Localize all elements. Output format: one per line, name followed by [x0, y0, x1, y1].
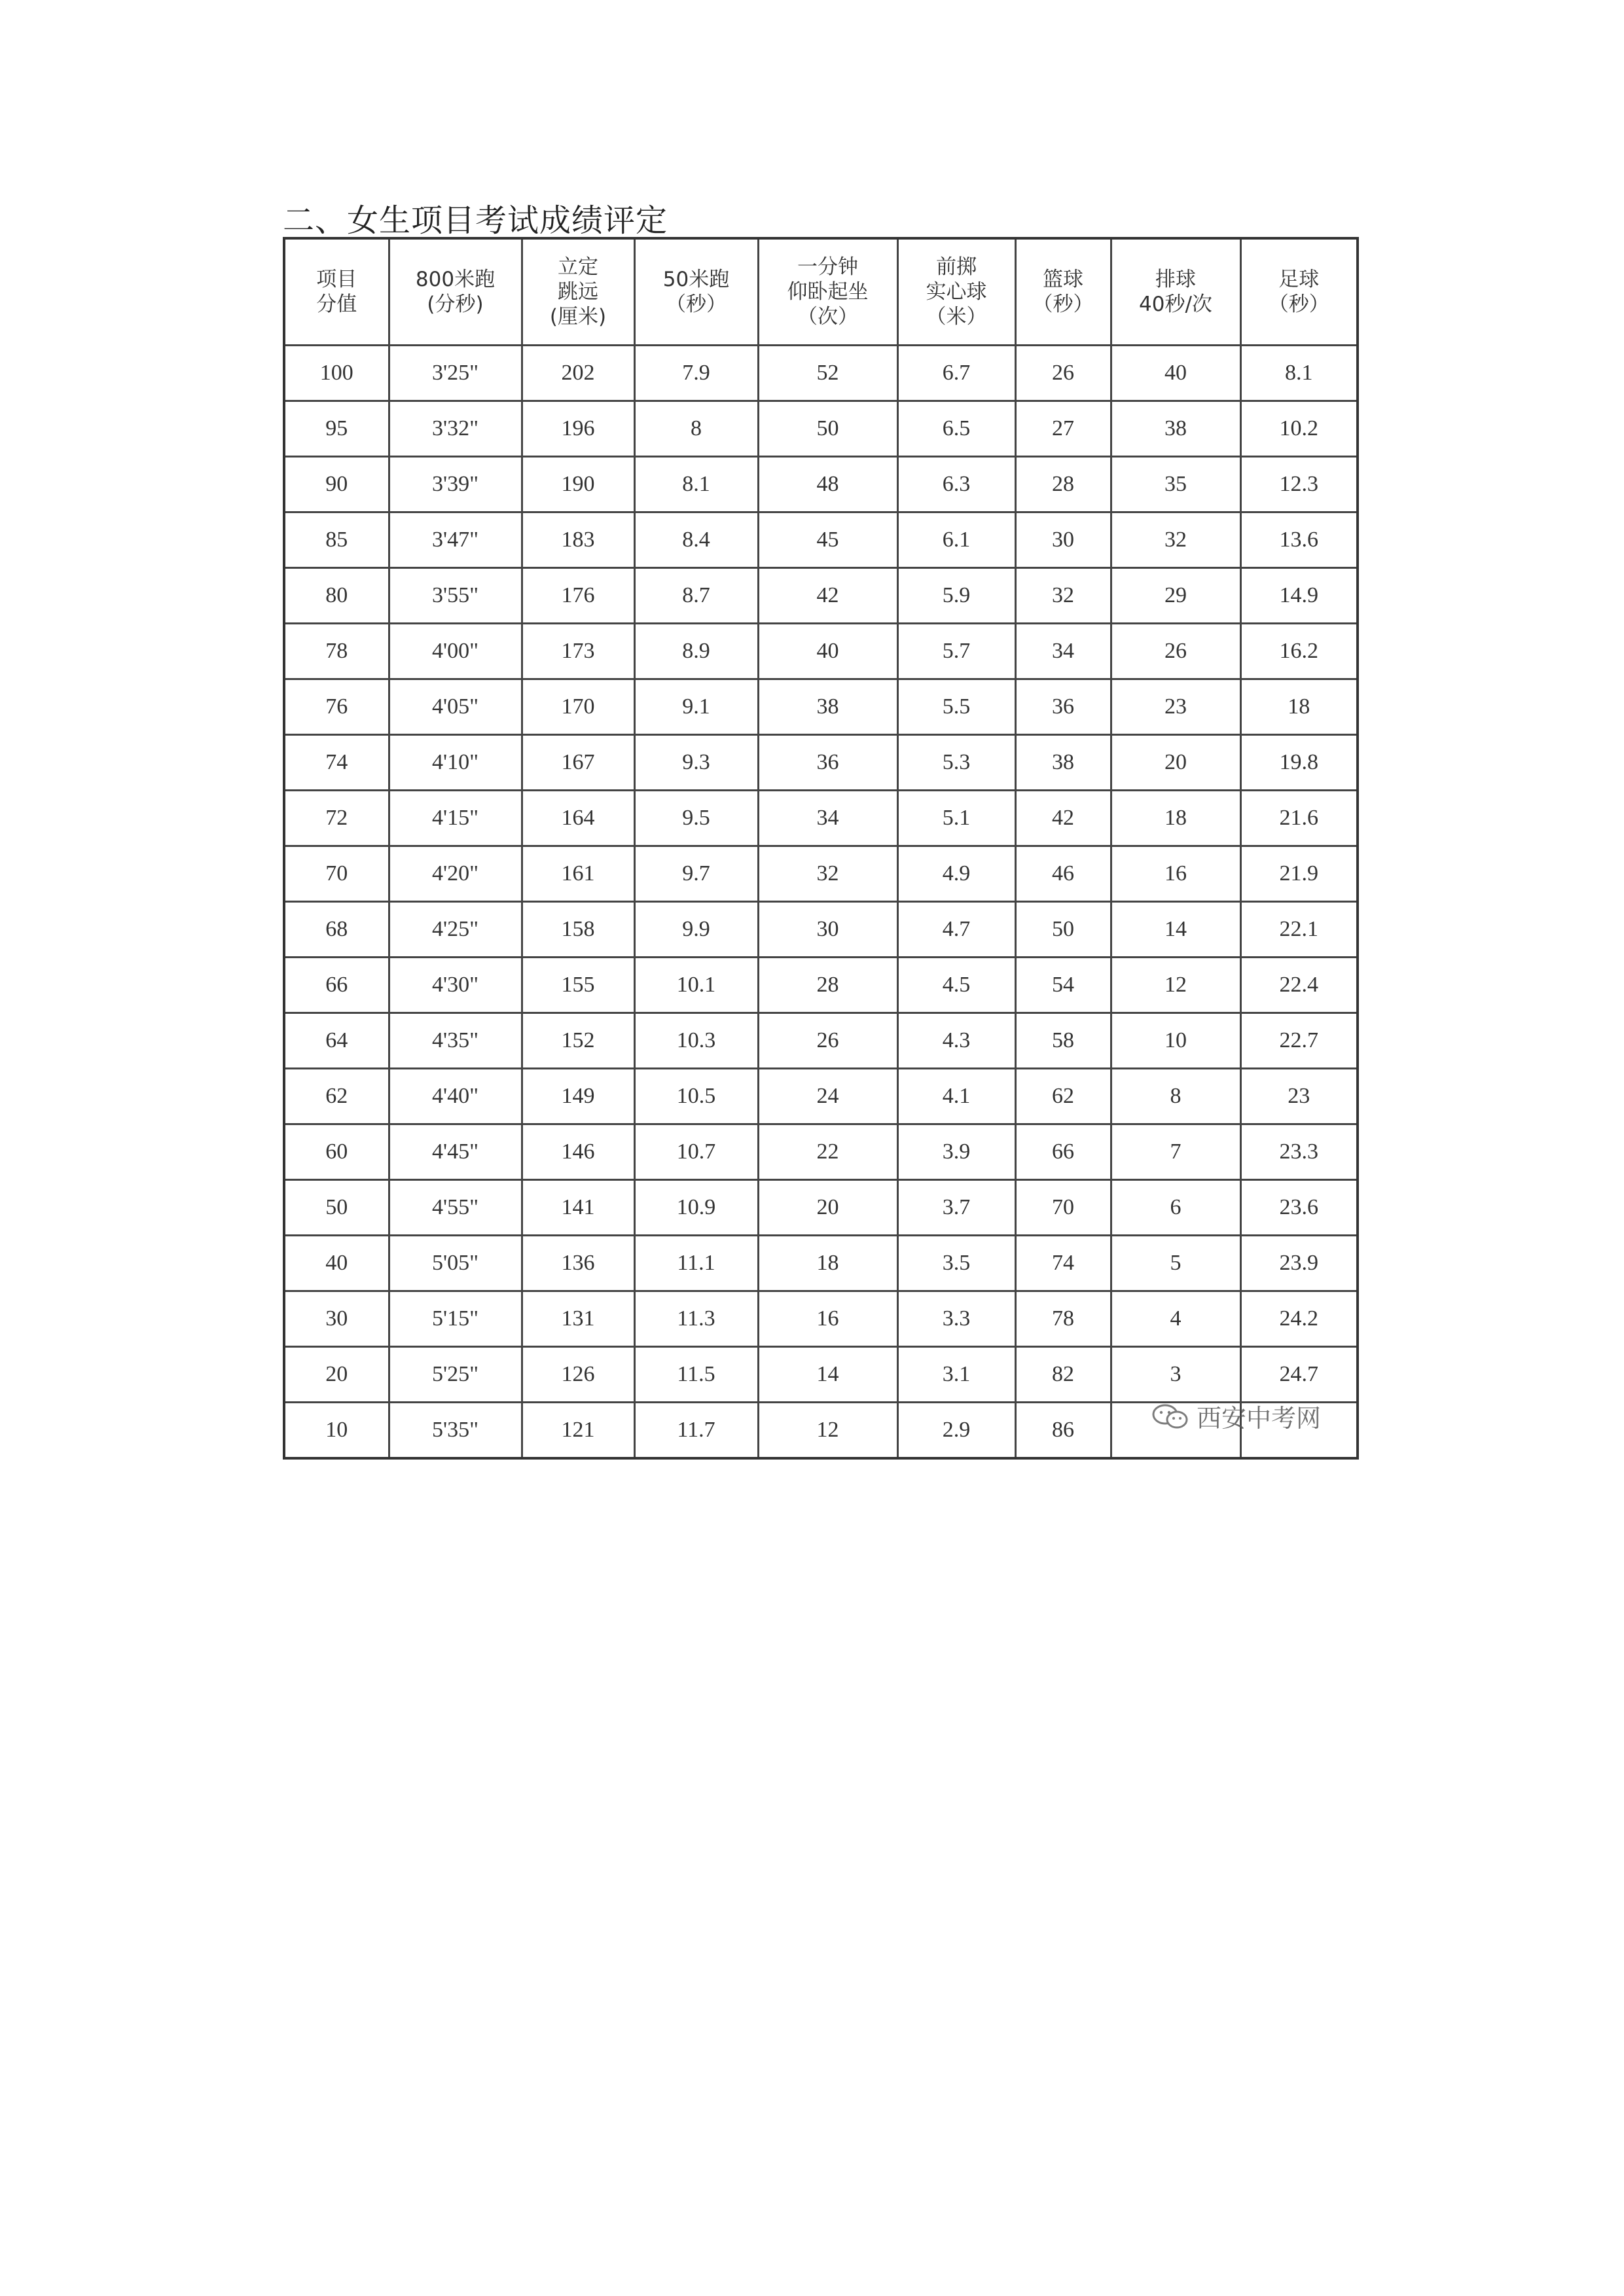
table-cell: 34: [758, 791, 897, 846]
table-cell: 3'25": [389, 346, 522, 401]
watermark-text: 西安中考网: [1197, 1404, 1322, 1433]
table-cell: 8.1: [1240, 346, 1358, 401]
table-row: [284, 846, 1358, 902]
table-cell: 28: [1015, 457, 1111, 512]
column-header-line: 一分钟: [797, 255, 858, 279]
table-cell: 8: [1111, 1069, 1240, 1124]
table-cell: 121: [522, 1403, 634, 1459]
table-row: [284, 1180, 1358, 1236]
column-header-line: 排球: [1155, 268, 1196, 291]
table-row: [284, 568, 1358, 624]
table-cell: 50: [758, 401, 897, 457]
table-cell: 46: [1015, 846, 1111, 902]
table-cell: 21.6: [1240, 791, 1358, 846]
table-row: [284, 512, 1358, 568]
table-cell: 30: [284, 1291, 389, 1347]
table-cell: 8.7: [634, 568, 758, 624]
table-cell: 78: [1015, 1291, 1111, 1347]
column-header-line: （秒）: [1032, 293, 1094, 316]
table-cell: 10.7: [634, 1124, 758, 1180]
table-cell: 4.3: [897, 1013, 1015, 1069]
column-header-line: （米）: [926, 305, 987, 329]
column-header-line: (分秒): [427, 293, 484, 316]
table-cell: 6.3: [897, 457, 1015, 512]
table-cell: 74: [284, 735, 389, 791]
table-cell: 30: [1015, 512, 1111, 568]
table-cell: 95: [284, 401, 389, 457]
table-cell: 141: [522, 1180, 634, 1236]
table-cell: 6.5: [897, 401, 1015, 457]
table-cell: 190: [522, 457, 634, 512]
table-cell: 196: [522, 401, 634, 457]
table-cell: 10.9: [634, 1180, 758, 1236]
table-cell: 8: [634, 401, 758, 457]
table-cell: 173: [522, 624, 634, 679]
table-cell: 76: [284, 679, 389, 735]
table-row: [284, 624, 1358, 679]
table-cell: 5.7: [897, 624, 1015, 679]
table-cell: 4.5: [897, 958, 1015, 1013]
table-cell: 35: [1111, 457, 1240, 512]
column-header-line: （次）: [797, 305, 858, 329]
table-row: [284, 1347, 1358, 1403]
table-cell: 10.1: [634, 958, 758, 1013]
table-cell: 60: [284, 1124, 389, 1180]
table-cell: 3: [1111, 1347, 1240, 1403]
table-cell: 5'05": [389, 1236, 522, 1291]
table-cell: 20: [1111, 735, 1240, 791]
table-cell: 66: [1015, 1124, 1111, 1180]
table-cell: 11.1: [634, 1236, 758, 1291]
table-cell: 3'32": [389, 401, 522, 457]
column-header-line: 立定: [558, 255, 598, 279]
table-cell: 7: [1111, 1124, 1240, 1180]
table-cell: 36: [758, 735, 897, 791]
table-cell: 23.9: [1240, 1236, 1358, 1291]
table-cell: 26: [1015, 346, 1111, 401]
section-title: 二、女生项目考试成绩评定: [283, 202, 668, 239]
table-cell: 12: [758, 1403, 897, 1459]
table-cell: 27: [1015, 401, 1111, 457]
table-cell: 42: [758, 568, 897, 624]
table-cell: 5.5: [897, 679, 1015, 735]
table-cell: 8.4: [634, 512, 758, 568]
table-cell: 10.2: [1240, 401, 1358, 457]
column-header-7: [1111, 238, 1240, 346]
column-header-line: 仰卧起坐: [787, 280, 869, 304]
table-cell: 10.5: [634, 1069, 758, 1124]
table-row: [284, 1291, 1358, 1347]
table-cell: 22.1: [1240, 902, 1358, 958]
table-cell: 6.1: [897, 512, 1015, 568]
table-row: [284, 902, 1358, 958]
table-cell: 23: [1111, 679, 1240, 735]
table-cell: 11.5: [634, 1347, 758, 1403]
table-cell: 155: [522, 958, 634, 1013]
table-cell: 5.3: [897, 735, 1015, 791]
score-table-header: [284, 238, 1358, 346]
table-cell: 3.5: [897, 1236, 1015, 1291]
table-cell: 3'55": [389, 568, 522, 624]
table-row: [284, 346, 1358, 401]
table-cell: 4'05": [389, 679, 522, 735]
table-cell: 74: [1015, 1236, 1111, 1291]
table-cell: 24: [758, 1069, 897, 1124]
table-cell: 24.2: [1240, 1291, 1358, 1347]
table-cell: 18: [758, 1236, 897, 1291]
table-cell: 4'00": [389, 624, 522, 679]
table-cell: 32: [1015, 568, 1111, 624]
column-header-line: （秒）: [666, 293, 727, 316]
column-header-line: （秒）: [1268, 293, 1329, 316]
column-header-5: [897, 238, 1015, 346]
table-cell: 54: [1015, 958, 1111, 1013]
table-row: [284, 401, 1358, 457]
table-cell: 16.2: [1240, 624, 1358, 679]
table-cell: 40: [1111, 346, 1240, 401]
table-cell: 6: [1111, 1180, 1240, 1236]
table-cell: 45: [758, 512, 897, 568]
table-cell: 40: [284, 1236, 389, 1291]
watermark: [1151, 1398, 1321, 1434]
table-cell: 4'55": [389, 1180, 522, 1236]
table-cell: 19.8: [1240, 735, 1358, 791]
table-cell: 136: [522, 1236, 634, 1291]
column-header-8: [1240, 238, 1358, 346]
table-cell: 80: [284, 568, 389, 624]
table-cell: 131: [522, 1291, 634, 1347]
column-header-1: [389, 238, 522, 346]
table-cell: 158: [522, 902, 634, 958]
table-cell: 149: [522, 1069, 634, 1124]
column-header-line: 足球: [1278, 268, 1320, 291]
table-cell: 86: [1015, 1403, 1111, 1459]
table-cell: 23.3: [1240, 1124, 1358, 1180]
table-row: [284, 679, 1358, 735]
table-row: [284, 791, 1358, 846]
table-cell: 3.3: [897, 1291, 1015, 1347]
table-cell: 30: [758, 902, 897, 958]
table-cell: 82: [1015, 1347, 1111, 1403]
table-cell: 23.6: [1240, 1180, 1358, 1236]
table-cell: 7.9: [634, 346, 758, 401]
table-cell: 146: [522, 1124, 634, 1180]
table-cell: 126: [522, 1347, 634, 1403]
table-cell: 66: [284, 958, 389, 1013]
table-cell: 10: [284, 1403, 389, 1459]
table-cell: 4'45": [389, 1124, 522, 1180]
table-cell: 13.6: [1240, 512, 1358, 568]
table-cell: 3.7: [897, 1180, 1015, 1236]
table-cell: 22.7: [1240, 1013, 1358, 1069]
table-cell: 4.9: [897, 846, 1015, 902]
table-cell: 38: [1015, 735, 1111, 791]
table-cell: 4.7: [897, 902, 1015, 958]
table-cell: 176: [522, 568, 634, 624]
table-cell: 22.4: [1240, 958, 1358, 1013]
table-cell: 26: [1111, 624, 1240, 679]
table-cell: 4'40": [389, 1069, 522, 1124]
table-cell: 42: [1015, 791, 1111, 846]
table-cell: 12: [1111, 958, 1240, 1013]
table-cell: 50: [284, 1180, 389, 1236]
table-cell: 14.9: [1240, 568, 1358, 624]
table-cell: 85: [284, 512, 389, 568]
column-header-line: 篮球: [1043, 268, 1083, 291]
table-cell: 21.9: [1240, 846, 1358, 902]
table-cell: 4'15": [389, 791, 522, 846]
table-cell: 4'10": [389, 735, 522, 791]
table-cell: 8.1: [634, 457, 758, 512]
table-cell: 28: [758, 958, 897, 1013]
table-cell: 11.3: [634, 1291, 758, 1347]
table-cell: 8.9: [634, 624, 758, 679]
table-row: [284, 735, 1358, 791]
table-cell: 23: [1240, 1069, 1358, 1124]
table-cell: 3'39": [389, 457, 522, 512]
wechat-icon: [1151, 1403, 1191, 1430]
table-cell: 5.1: [897, 791, 1015, 846]
table-cell: 62: [1015, 1069, 1111, 1124]
table-cell: 36: [1015, 679, 1111, 735]
table-cell: 9.9: [634, 902, 758, 958]
table-cell: 90: [284, 457, 389, 512]
column-header-line: 40秒/次: [1139, 293, 1212, 316]
column-header-6: [1015, 238, 1111, 346]
table-cell: 18: [1111, 791, 1240, 846]
table-cell: 38: [758, 679, 897, 735]
column-header-3: [634, 238, 758, 346]
table-cell: 100: [284, 346, 389, 401]
column-header-line: 实心球: [926, 280, 987, 304]
table-cell: 72: [284, 791, 389, 846]
table-row: [284, 958, 1358, 1013]
table-cell: 164: [522, 791, 634, 846]
table-cell: 32: [1111, 512, 1240, 568]
table-cell: 9.1: [634, 679, 758, 735]
table-cell: 10: [1111, 1013, 1240, 1069]
table-cell: 22: [758, 1124, 897, 1180]
table-cell: 16: [758, 1291, 897, 1347]
table-cell: 5: [1111, 1236, 1240, 1291]
column-header-4: [758, 238, 897, 346]
table-cell: 52: [758, 346, 897, 401]
table-cell: 12.3: [1240, 457, 1358, 512]
table-cell: 5'25": [389, 1347, 522, 1403]
table-cell: 16: [1111, 846, 1240, 902]
score-table: [283, 237, 1359, 1460]
column-header-line: 50米跑: [662, 268, 730, 291]
table-row: [284, 1236, 1358, 1291]
table-cell: 152: [522, 1013, 634, 1069]
table-cell: 29: [1111, 568, 1240, 624]
table-cell: 48: [758, 457, 897, 512]
table-cell: 183: [522, 512, 634, 568]
table-cell: 5.9: [897, 568, 1015, 624]
column-header-line: 800米跑: [415, 268, 496, 291]
table-row: [284, 457, 1358, 512]
table-cell: 62: [284, 1069, 389, 1124]
table-cell: 24.7: [1240, 1347, 1358, 1403]
table-cell: 9.3: [634, 735, 758, 791]
table-cell: 18: [1240, 679, 1358, 735]
table-cell: 38: [1111, 401, 1240, 457]
table-cell: 4'20": [389, 846, 522, 902]
table-cell: 6.7: [897, 346, 1015, 401]
table-cell: 14: [758, 1347, 897, 1403]
score-table-body: [284, 346, 1358, 1459]
table-cell: 2.9: [897, 1403, 1015, 1459]
table-cell: 3.1: [897, 1347, 1015, 1403]
table-cell: 11.7: [634, 1403, 758, 1459]
table-cell: 20: [284, 1347, 389, 1403]
table-cell: 9.5: [634, 791, 758, 846]
table-cell: 170: [522, 679, 634, 735]
table-row: [284, 1013, 1358, 1069]
table-cell: 3'47": [389, 512, 522, 568]
column-header-line: (厘米): [549, 305, 607, 329]
table-cell: 32: [758, 846, 897, 902]
table-cell: 161: [522, 846, 634, 902]
table-cell: 70: [1015, 1180, 1111, 1236]
table-cell: 5'15": [389, 1291, 522, 1347]
column-header-line: 前掷: [936, 255, 977, 279]
table-cell: 20: [758, 1180, 897, 1236]
table-cell: 10.3: [634, 1013, 758, 1069]
table-cell: 4.1: [897, 1069, 1015, 1124]
table-cell: 34: [1015, 624, 1111, 679]
table-cell: 167: [522, 735, 634, 791]
table-cell: 4: [1111, 1291, 1240, 1347]
table-cell: 50: [1015, 902, 1111, 958]
column-header-line: 项目: [316, 268, 357, 291]
table-cell: 9.7: [634, 846, 758, 902]
table-cell: 3.9: [897, 1124, 1015, 1180]
table-cell: 4'30": [389, 958, 522, 1013]
table-cell: 78: [284, 624, 389, 679]
table-cell: 40: [758, 624, 897, 679]
table-row: [284, 1124, 1358, 1180]
column-header-0: [284, 238, 389, 346]
table-cell: 14: [1111, 902, 1240, 958]
column-header-line: 跳远: [558, 280, 598, 304]
column-header-2: [522, 238, 634, 346]
table-row: [284, 1069, 1358, 1124]
table-cell: 202: [522, 346, 634, 401]
table-cell: 4'35": [389, 1013, 522, 1069]
column-header-line: 分值: [316, 293, 357, 316]
table-cell: 26: [758, 1013, 897, 1069]
table-cell: 5'35": [389, 1403, 522, 1459]
header-row: [284, 238, 1358, 346]
table-cell: 64: [284, 1013, 389, 1069]
table-cell: 70: [284, 846, 389, 902]
table-cell: 58: [1015, 1013, 1111, 1069]
table-cell: 4'25": [389, 902, 522, 958]
table-cell: 68: [284, 902, 389, 958]
